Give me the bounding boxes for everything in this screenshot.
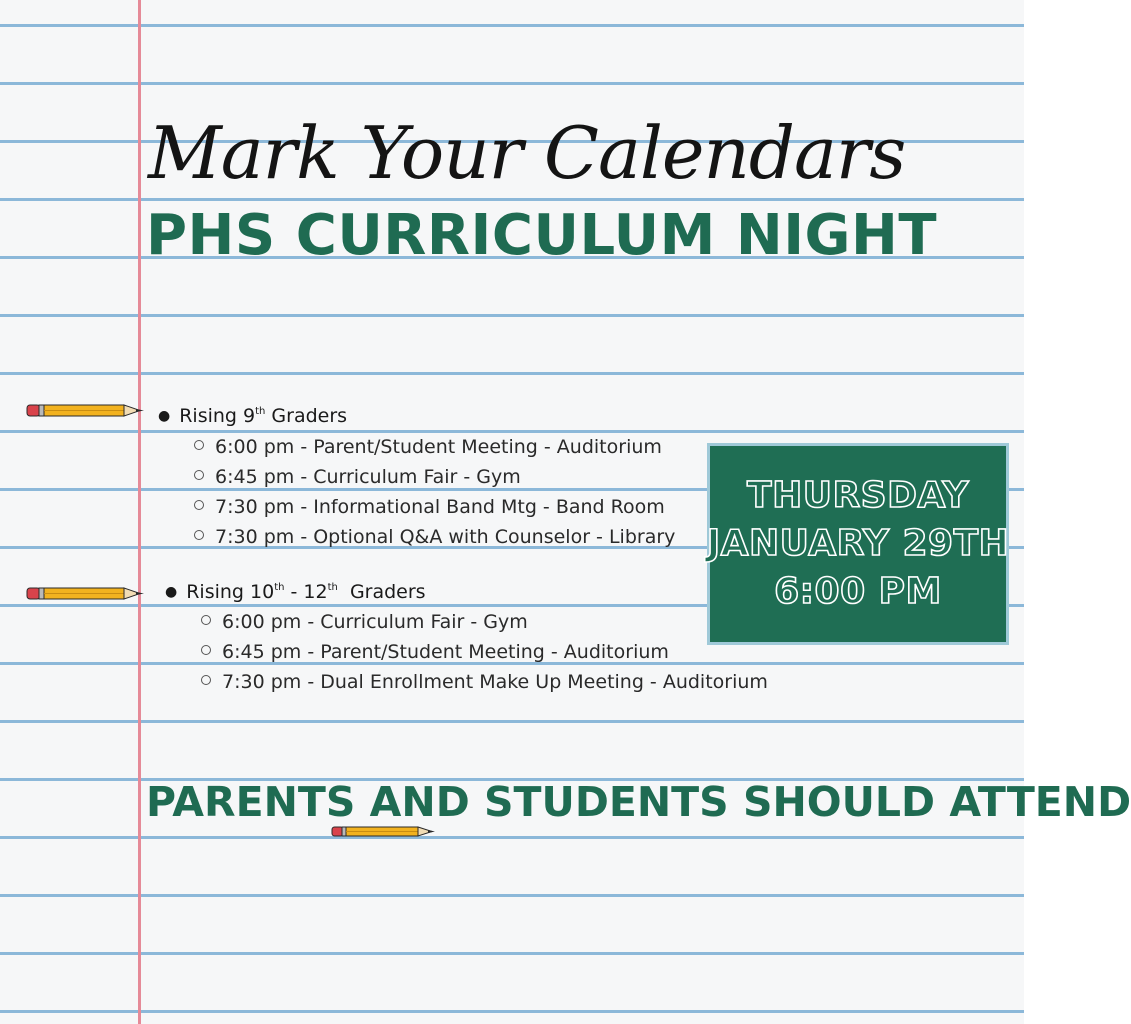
section-label-superscript: th: [255, 406, 266, 417]
list-item: [194, 525, 675, 549]
list-item: [194, 435, 662, 459]
hollow-circle-bullet: [201, 615, 211, 625]
list-item: [194, 465, 521, 489]
section-label: Graders: [337, 581, 426, 603]
list-item: [201, 670, 768, 694]
hollow-circle-bullet: [201, 675, 211, 685]
list-item-text: 7:30 pm - Dual Enrollment Make Up Meeting - Auditorium: [222, 671, 768, 693]
list-item-text: 7:30 pm - Optional Q&A with Counselor - Library: [215, 526, 676, 548]
list-item-text: 7:30 pm - Informational Band Mtg - Band Room: [215, 496, 665, 518]
pencil-icon: [332, 825, 436, 838]
hollow-circle-bullet: [194, 500, 204, 510]
list-item-text: 6:45 pm - Curriculum Fair - Gym: [215, 466, 521, 488]
pencil-icon: [27, 586, 145, 601]
section-label: - 12: [284, 581, 328, 603]
bullet-dot: ●: [158, 408, 171, 424]
section-label: Rising 10: [186, 581, 275, 603]
section-label: Graders: [265, 405, 348, 427]
bullet-dot: ●: [165, 584, 178, 600]
footer-callout: PARENTS AND STUDENTS SHOULD ATTEND: [146, 778, 1131, 826]
section-heading-rising-10-12: [165, 580, 426, 604]
section-label: Rising 9: [179, 405, 256, 427]
margin-line: [138, 0, 141, 1024]
section-label-superscript: th: [274, 582, 285, 593]
list-item-text: 6:45 pm - Parent/Student Meeting - Auditorium: [222, 641, 669, 663]
list-item: [194, 495, 665, 519]
script-title: Mark Your Calendars: [148, 111, 906, 195]
event-title: PHS CURRICULUM NIGHT: [146, 203, 938, 268]
list-item-text: 6:00 pm - Curriculum Fair - Gym: [222, 611, 528, 633]
hollow-circle-bullet: [194, 530, 204, 540]
section-label-superscript: th: [327, 582, 338, 593]
list-item: [201, 610, 528, 634]
list-item-text: 6:00 pm - Parent/Student Meeting - Auditorium: [215, 436, 662, 458]
date-day: THURSDAY: [747, 475, 969, 516]
hollow-circle-bullet: [201, 645, 211, 655]
date-date: JANUARY 29TH: [706, 523, 1010, 564]
hollow-circle-bullet: [194, 470, 204, 480]
list-item: [201, 640, 669, 664]
date-box: [707, 443, 1009, 645]
date-time: 6:00 PM: [774, 571, 942, 612]
hollow-circle-bullet: [194, 440, 204, 450]
section-heading-rising-9: [158, 404, 347, 428]
pencil-icon: [27, 403, 145, 418]
